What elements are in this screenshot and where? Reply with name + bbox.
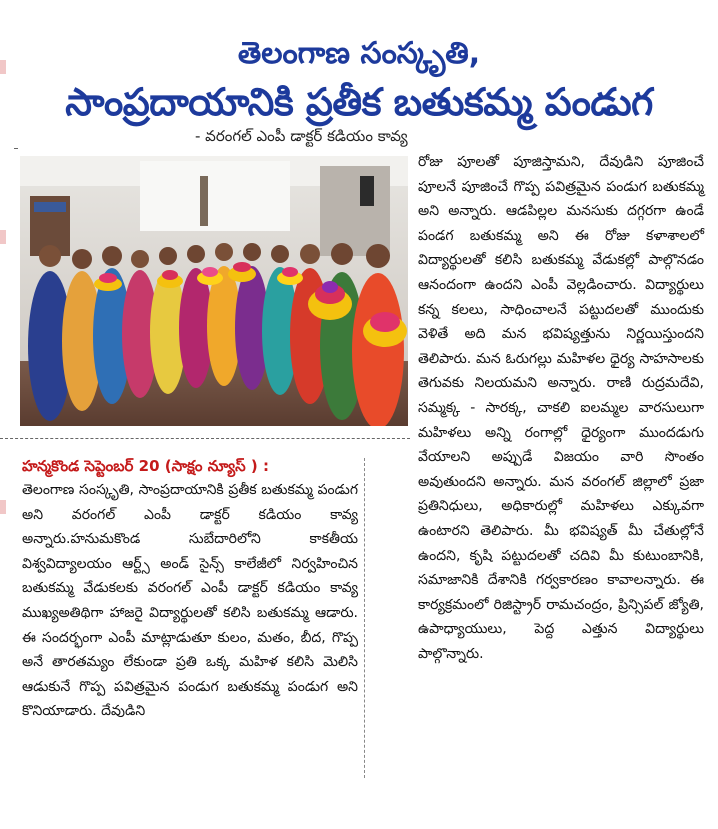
body-paragraph-right: రోజు పూలతో పూజిస్తామని, దేవుడిని పూజించే పూలనే పూజించే గొప్ప పవిత్రమైన పండుగ బతుకమ్మ అని అన్నారు. ఆడపిల్లల మనసుకు దగ్గరగా ఉండే పండగ బతుకమ్మ అని ఈ రోజు కళాశాలలో విద్యార్థులతో కలిసి బతుకమ్మ వేడుకల్లో పాల్గొనడం ఆనందంగా ఉందని ఎంపీ వెల్లడించారు. విద్యార్థులు కన్న కలలు, సాధించాలనే పట్టుదలతో ముందుకు వెళితే అది మన భవిష్యత్తును నిర్ణయిస్తుందని తెలిపారు. మన ఓరుగల్లు మహిళల ధైర్య సాహసాలకు తెగువకు నిలయమని అన్నారు. రాణి రుద్రమదేవి, సమ్మక్క - సారక్క, చాకలి ఐలమ్మల వారసులుగా మహిళలు అన్ని రంగాల్లో ధైర్యంగా ముందడుగు వేయాలని అప్పుడే విజయం వారి సొంతం అవుతుందని అన్నారు. మన వరంగల్ జిల్లాలో ప్రజా ప్రతినిధులు, అధికారుల్లో మహిళలు ఎక్కువగా ఉంటారని తెలిపారు. మీ భవిష్యత్ మీ చేతుల్లోనే ఉందని, కృషి పట్టుదలతో చదివి మీ కుటుంబానికి, సమాజానికి దేశానికి గర్వకారణం కావాలన్నారు. ఈ కార్యక్రమంలో రిజిస్ట్రార్ రామచంద్రం, ప్రిన్సిపల్ జ్యోతి, ఉపాధ్యాయులు, పెద్ద ఎత్తున విద్యార్థులు పాల్గొన్నారు. [418,154,704,662]
headline-line-2: సాంప్రదాయానికి ప్రతీక బతుకమ్మ పండుగ [65,80,653,124]
left-margin-mark [0,230,6,244]
article-body-right-column [418,150,704,666]
divider [14,148,18,149]
event-photo-illustration [20,156,408,426]
event-photo [20,156,408,426]
photo-bottom-divider [0,438,410,439]
article-body-left-column [22,478,358,724]
column-divider [364,458,365,778]
byline: - వరంగల్ ఎంపీ డాక్టర్ కడియం కావ్య [195,127,408,145]
cropped-previous-article-edge [0,0,718,4]
headline-line-1: తెలంగాణ సంస్కృతి, [237,36,481,71]
body-paragraph-left: తెలంగాణ సంస్కృతి, సాంప్రదాయానికి ప్రతీక బతుకమ్మ పండుగ అని వరంగల్ ఎంపీ డాక్టర్ కడియం కావ్య అన్నారు.హనుమకొండ సుబేదారిలోని కాకతీయ విశ్వవిద్యాలయం ఆర్ట్స్ అండ్ సైన్స్ కాలేజీలో నిర్వహించిన బతుకమ్మ వేడుకలకు వరంగల్ ఎంపీ డాక్టర్ కడియం కావ్య ముఖ్యఅతిథిగా హాజరై విద్యార్థులతో కలిసి బతుకమ్మ ఆడారు. ఈ సందర్భంగా ఎంపీ మాట్లాడుతూ కులం, మతం, బీద, గొప్ప అనే తారతమ్యం లేకుండా ప్రతి ఒక్క మహిళ కలిసి మెలిసి ఆడుకునే గొప్ప పవిత్రమైన పండుగ బతుకమ్మ పండుగ అని కొనియాడారు. దేవుడిని [22,482,358,720]
left-margin-mark [0,500,6,514]
dateline: హన్మకొండ సెప్టెంబర్ 20 (సాక్షం న్యూస్ ) : [22,457,269,475]
